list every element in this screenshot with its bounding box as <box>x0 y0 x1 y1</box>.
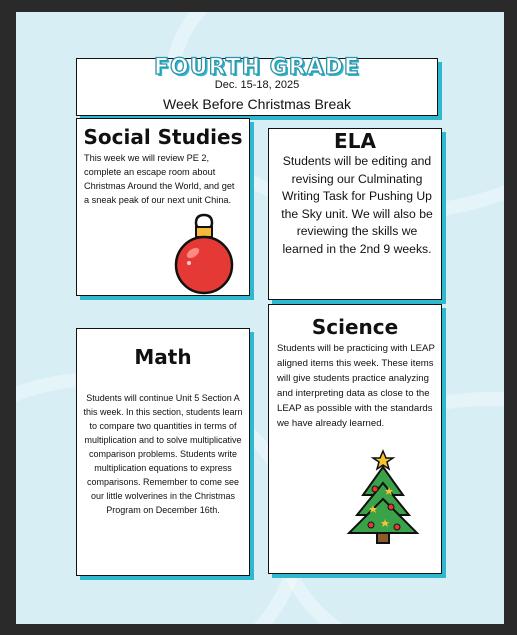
math-card <box>76 328 250 576</box>
ela-card <box>268 128 442 300</box>
math-heading: Math <box>134 345 192 369</box>
header-card <box>76 55 438 116</box>
science-card <box>268 304 442 574</box>
math-text: Students will continue Unit 5 Section A this week. In this section, students learn to compare two quantities in terms of multiplication and to solve multiplicative comparison problems. Students write multiplication equations to express comparisons. Remember to come see our little wolverines in the Christmas Program on December 16th. <box>83 393 243 515</box>
ela-heading: ELA <box>334 129 376 153</box>
social-studies-text: This week we will review PE 2, complete an escape room about Christmas Around the World, and get a sneak peak of our next unit China. <box>84 153 235 205</box>
science-text: Students will be practicing with LEAP aligned items this week. These items will give students practice analyzing and interpreting data as close to the LEAP as possible with the standards we have already learned. <box>277 343 435 429</box>
page-title: FOURTH GRADE <box>154 55 360 80</box>
date-range: Dec. 15-18, 2025 <box>214 79 300 91</box>
ela-text: Students will be editing and revising our Culminating Writing Task for Pushing Up the Sky unit. We will also be reviewing the skills we learned in the 2nd 9 weeks. <box>281 154 433 256</box>
ornament-icon <box>171 211 237 295</box>
newsletter-page <box>16 12 504 624</box>
social-studies-card <box>76 118 250 296</box>
week-subtitle: Week Before Christmas Break <box>162 96 352 112</box>
social-studies-heading: Social Studies <box>83 125 243 149</box>
science-heading: Science <box>311 315 399 339</box>
christmas-tree-icon <box>345 449 421 545</box>
